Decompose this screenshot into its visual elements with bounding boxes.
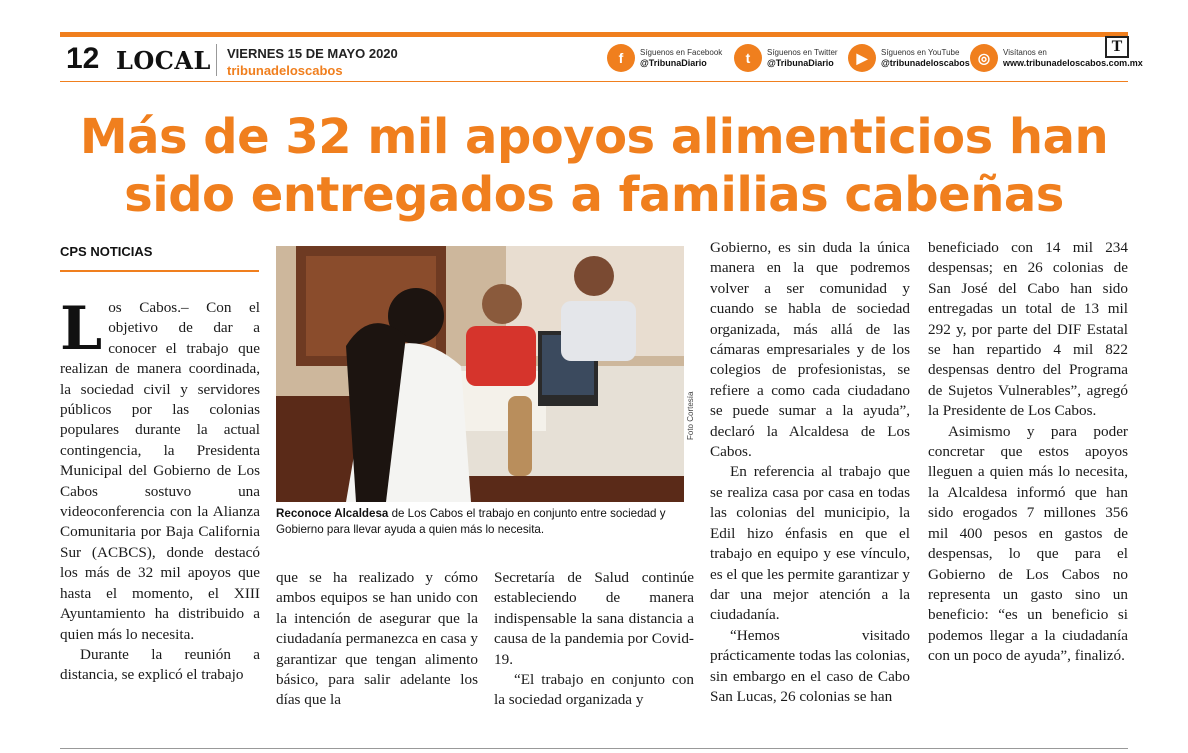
paragraph: que se ha realizado y cómo ambos equipos se han unido con la intención de asegurar que la ciudadanía permanezca en casa y garantizar que tengan alimento básico, para salir adelante los días que la — [276, 569, 478, 709]
social-youtube[interactable] — [848, 44, 970, 72]
article-photo — [276, 246, 684, 502]
paragraph: En referencia al trabajo que se realiza casa por casa en todas las colonias del municipio, la Edil hizo énfasis en que el trabajo en equipo y ese vínculo, es el que les permite garantizar y dar una mejor atención a la ciudadanía. — [710, 463, 910, 624]
paragraph: Gobierno, es sin duda la única manera en la que podremos volver a ser comunidad y cuando se habla de sociedad organizada, más allá de las cámaras empresariales y de los colegios de profesionistas, se refiere a como cada ciudadano se puede sumar a la ayuda”, declaró la Alcaldesa de Los Cabos. — [710, 239, 910, 461]
caption-text: de Los Cabos el trabajo en conjunto entre sociedad y Gobierno para llevar ayuda a quien más lo necesita. — [276, 507, 666, 536]
paragraph: beneficiado con 14 mil 234 despensas; en 26 colonias de San José del Cabo han sido entregadas un total de 13 mil 292 y, por parte del DIF Estatal se han repartido 4 mil 822 despensas dentro del Programa de Sujetos Vulnerables”, agregó la Presidente de Los Cabos. — [928, 239, 1128, 420]
paragraph: Durante la reunión a distancia, se explicó el trabajo — [60, 645, 260, 684]
twitter-icon: t — [734, 44, 762, 72]
meeting-photo-illustration — [276, 246, 684, 502]
facebook-icon: f — [607, 44, 635, 72]
issue-date: VIERNES 15 DE MAYO 2020 — [227, 46, 398, 61]
paragraph: Secretaría de Salud continúe estableciendo de manera indispensable la sana distancia a causa de la pandemia por Covid-19. — [494, 569, 694, 668]
youtube-icon: ▶ — [848, 44, 876, 72]
newspaper-logo: T — [1105, 36, 1129, 58]
social-label: Visítanos en — [1003, 48, 1047, 57]
byline-rule — [60, 270, 259, 272]
globe-icon: ◎ — [970, 44, 998, 72]
paragraph-text: os Cabos.– Con el objetivo de dar a conocer el trabajo que realizan de manera coordinada, la sociedad civil y servidores públicos por las colonias populares durante la actual contingencia, la Presidenta Municipal del Gobierno de Los Cabos sostuvo una videoconferencia con la Alianza Comunitaria por Baja California Sur (ACBCS), donde destacó los más de 32 mil apoyos que hasta el momento, el XIII Ayuntamiento ha distribuido a quien más lo necesita. — [60, 299, 260, 643]
social-label: Síguenos en YouTube — [881, 48, 960, 57]
drop-cap: L — [60, 294, 103, 364]
column-1 — [60, 294, 260, 686]
page-number: 12 — [66, 42, 100, 75]
social-label: Síguenos en Facebook — [640, 48, 723, 57]
column-5 — [928, 238, 1128, 667]
social-twitter[interactable] — [734, 44, 838, 72]
social-handle: @tribunadeloscabos — [881, 58, 970, 68]
photo-credit: Foto Cortesía — [686, 391, 695, 440]
paragraph: Asimismo y para poder concretar que estos apoyos lleguen a quien más lo necesita, la Alcaldesa informó que han sido erogados 7 millones 356 mil 400 pesos en gastos de despensas, lo que para el Gobierno de Los Cabos no representa un gasto sino un beneficio: “es un beneficio si podemos llegar a la ciudadanía con un poco de ayuda”, finalizó. — [928, 422, 1128, 665]
column-4 — [710, 238, 910, 707]
section-title: LOCAL — [116, 46, 211, 75]
paragraph — [60, 294, 260, 645]
header-divider — [216, 44, 217, 76]
social-handle: www.tribunadeloscabos.com.mx — [1003, 58, 1143, 68]
caption-lead: Reconoce Alcaldesa — [276, 507, 389, 520]
social-facebook[interactable] — [607, 44, 722, 72]
photo-caption — [276, 506, 688, 538]
paragraph: “El trabajo en conjunto con la sociedad organizada y — [494, 671, 694, 709]
column-3 — [494, 568, 694, 711]
footer-rule — [60, 748, 1128, 749]
header-top-rule — [60, 32, 1128, 37]
headline: Más de 32 mil apoyos alimenticios han sido entregados a familias cabeñas — [79, 109, 1109, 223]
header-bottom-rule — [60, 81, 1128, 82]
paragraph: “Hemos visitado prácticamente todas las colonias, sin embargo en el caso de Cabo San Lucas, 26 colonias se han — [710, 626, 910, 705]
social-label: Síguenos en Twitter — [767, 48, 838, 57]
social-handle: @TribunaDiario — [640, 58, 707, 68]
column-2 — [276, 568, 478, 711]
byline: CPS NOTICIAS — [60, 244, 153, 259]
site-name[interactable]: tribunadeloscabos — [227, 63, 343, 78]
social-handle: @TribunaDiario — [767, 58, 834, 68]
